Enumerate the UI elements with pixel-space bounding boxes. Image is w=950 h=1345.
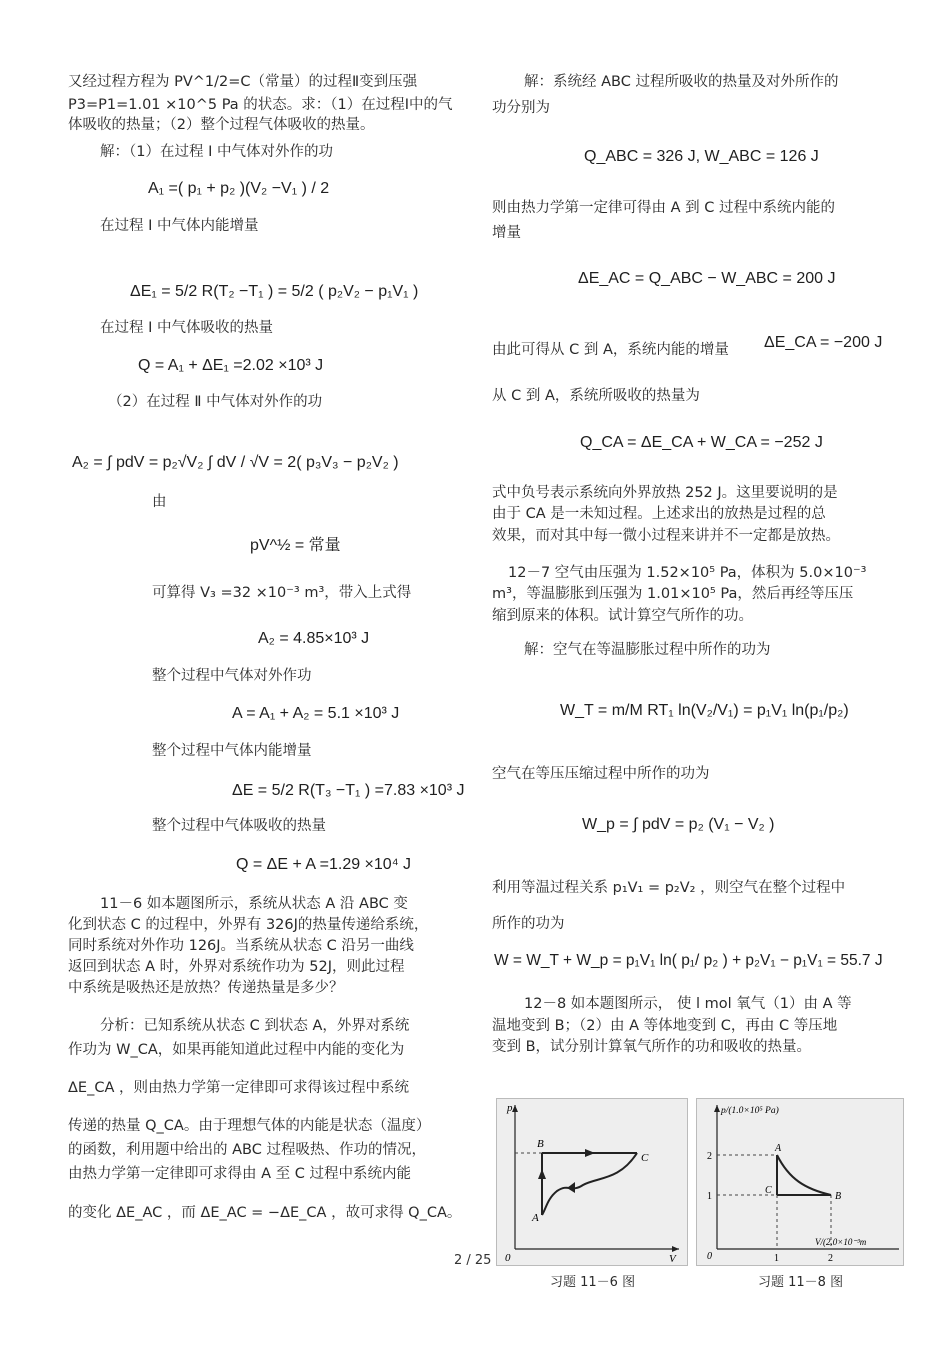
equation: ΔE_AC = Q_ABC − W_ABC = 200 J [578,270,836,287]
problem-text: 12－8 如本题图所示， 使 l mol 氧气（1）由 A 等 [524,996,852,1012]
text-line: 又经过程方程为 PV^1/2=C（常量）的过程Ⅱ变到压强 [68,74,418,90]
equation: Q_ABC = 326 J, W_ABC = 126 J [584,148,819,165]
label-c: C [641,1152,649,1164]
analysis-text: 传递的热量 Q_CA。由于理想气体的内能是状态（温度） [68,1118,431,1134]
text-line: 空气在等压压缩过程中所作的功为 [492,766,710,782]
analysis-text: 由热力学第一定律即可求得由 A 至 C 过程中系统内能 [68,1166,411,1182]
equation: W = W_T + W_p = p₁V₁ ln( p₁/ p₂ ) + p₂V₁ − p₁V₁ = 55.7 J [494,952,883,969]
analysis-text: ΔE_CA ，则由热力学第一定律即可求得该过程中系统 [68,1080,409,1096]
arrow-ab [538,1169,546,1179]
problem-text: 11－6 如本题图所示，系统从状态 A 沿 ABC 变 [100,896,408,912]
label-v: V [669,1253,676,1265]
problem-text: 返回到状态 A 时，外界对系统作功为 52J，则此过程 [68,959,405,975]
label-c: C [765,1185,772,1196]
equation: W_T = m/M RT₁ ln(V₂/V₁) = p₁V₁ ln(p₁/p₂) [560,702,849,719]
label-v-axis: V/(2.0×10⁻³m [815,1237,867,1247]
problem-text: 化到状态 C 的过程中，外界有 326J的热量传递给系统， [68,917,429,933]
equation: W_p = ∫ pdV = p₂ (V₁ − V₂ ) [582,816,775,833]
equation: Q = A₁ + ΔE₁ =2.02 ×10³ J [138,357,324,374]
text-line: 所作的功为 [492,916,565,932]
text-line: 解：空气在等温膨胀过程中所作的功为 [524,642,771,658]
text-line: 可算得 V₃ =32 ×10⁻³ m³，带入上式得 [152,585,412,601]
tick-y2: 2 [707,1151,712,1162]
label-a: A [532,1212,539,1224]
equation: Q_CA = ΔE_CA + W_CA = −252 J [580,434,823,451]
pv-diagram-11-6 [497,1099,687,1265]
label-b: B [537,1138,544,1150]
equation: A₁ =( p₁ + p₂ )(V₂ −V₁ ) / 2 [148,180,330,197]
tick-y1: 1 [707,1191,712,1202]
text-line: 在过程 Ⅰ 中气体内能增量 [100,218,259,234]
figure-caption: 习题 11－6 图 [550,1275,636,1290]
page-number: 2 / 25 [454,1253,492,1268]
problem-text: 温地变到 B；（2）由 A 等体地变到 C，再由 C 等压地 [492,1018,838,1034]
equation: A₂ = 4.85×10³ J [258,630,370,647]
problem-text: 12－7 空气由压强为 1.52×10⁵ Pa，体积为 5.0×10⁻³ [508,565,867,581]
text-line: 增量 [492,225,521,241]
label-origin: 0 [505,1252,511,1264]
tick-x1: 1 [774,1253,779,1264]
p-axis-arrow [714,1105,720,1112]
analysis-text: 的函数，利用题中给出的 ABC 过程吸热、作功的情况， [68,1142,426,1158]
problem-text: m³，等温膨胀到压强为 1.01×10⁵ Pa，然后再经等压压 [492,586,854,602]
analysis-text: 的变化 ΔE_AC ，而 ΔE_AC = −ΔE_CA ，故可求得 Q_CA。 [68,1205,462,1221]
text-line: 由此可得从 C 到 A，系统内能的增量 [492,342,729,358]
text-line: P3=P1=1.01 ×10^5 Pa 的状态。求：（1）在过程Ⅰ中的气 [68,97,453,113]
label-b: B [835,1191,842,1202]
equation: A = A₁ + A₂ = 5.1 ×10³ J [232,705,400,722]
problem-text: 同时系统对外作功 126J。当系统从状态 C 沿另一曲线 [68,938,414,954]
figure-11-6 [496,1098,688,1266]
text-line: 从 C 到 A，系统所吸收的热量为 [492,388,700,404]
text-line: 解：系统经 ABC 过程所吸收的热量及对外所作的 [524,74,839,90]
label-p-axis: p/(1.0×10⁵ Pa) [721,1106,779,1116]
equation: ΔE = 5/2 R(T₃ −T₁ ) =7.83 ×10³ J [232,782,465,799]
text-line: 整个过程中气体吸收的热量 [152,818,326,834]
label-origin: 0 [707,1251,712,1262]
process-ab-isothermal [777,1155,831,1195]
equation: ΔE_CA = −200 J [764,334,883,351]
label-a: A [775,1143,782,1154]
label-p: p [507,1102,513,1114]
problem-text: 缩到原来的体积。试计算空气所作的功。 [492,608,753,624]
text-line: 整个过程中气体内能增量 [152,743,312,759]
problem-text: 中系统是吸热还是放热？传递热量是多少？ [68,980,344,996]
equation: Q = ΔE + A =1.29 ×10⁴ J [236,856,412,873]
text-line: 则由热力学第一定律可得由 A 到 C 过程中系统内能的 [492,200,835,216]
text-line: 功分别为 [492,100,550,116]
equation: A₂ = ∫ pdV = p₂√V₂ ∫ dV / √V = 2( p₃V₃ − p₂V₂ ) [72,454,399,471]
text-line: 在过程 Ⅰ 中气体吸收的热量 [100,320,273,336]
problem-text: 变到 B，试分别计算氧气所作的功和吸收的热量。 [492,1039,812,1055]
equation: pV^½ = 常量 [250,537,341,554]
tick-x2: 2 [828,1253,833,1264]
text-line: 整个过程中气体对外作功 [152,668,312,684]
text-line: 利用等温过程关系 p₁V₁ = p₂V₂ ，则空气在整个过程中 [492,880,846,896]
v-axis-arrow [672,1246,679,1252]
analysis-text: 作功为 W_CA，如果再能知道此过程中内能的变化为 [68,1042,405,1058]
text-line: 效果，而对其中每一微小过程来讲并不一定都是放热。 [492,528,840,544]
text-line: 由于 CA 是一未知过程。上述求出的放热是过程的总 [492,506,826,522]
equation: ΔE₁ = 5/2 R(T₂ −T₁ ) = 5/2 ( p₂V₂ − p₁V₁ ) [130,283,419,300]
text-line: 体吸收的热量；（2）整个过程气体吸收的热量。 [68,117,375,133]
process-ca [542,1153,637,1215]
text-line: 解：（1）在过程 Ⅰ 中气体对外作的功 [100,144,333,160]
analysis-text: 分析：已知系统从状态 C 到状态 A，外界对系统 [100,1018,410,1034]
arrow-ca [567,1182,575,1193]
text-line: （2）在过程 Ⅱ 中气体对外作的功 [108,394,323,410]
figure-11-8 [696,1098,904,1266]
text-line: 由 [152,494,167,510]
arrow-bc [585,1149,595,1157]
text-line: 式中负号表示系统向外界放热 252 J。这里要说明的是 [492,485,838,501]
p-axis-arrow [512,1105,518,1112]
pv-diagram-11-8 [697,1099,903,1265]
figure-caption: 习题 11－8 图 [758,1275,844,1290]
